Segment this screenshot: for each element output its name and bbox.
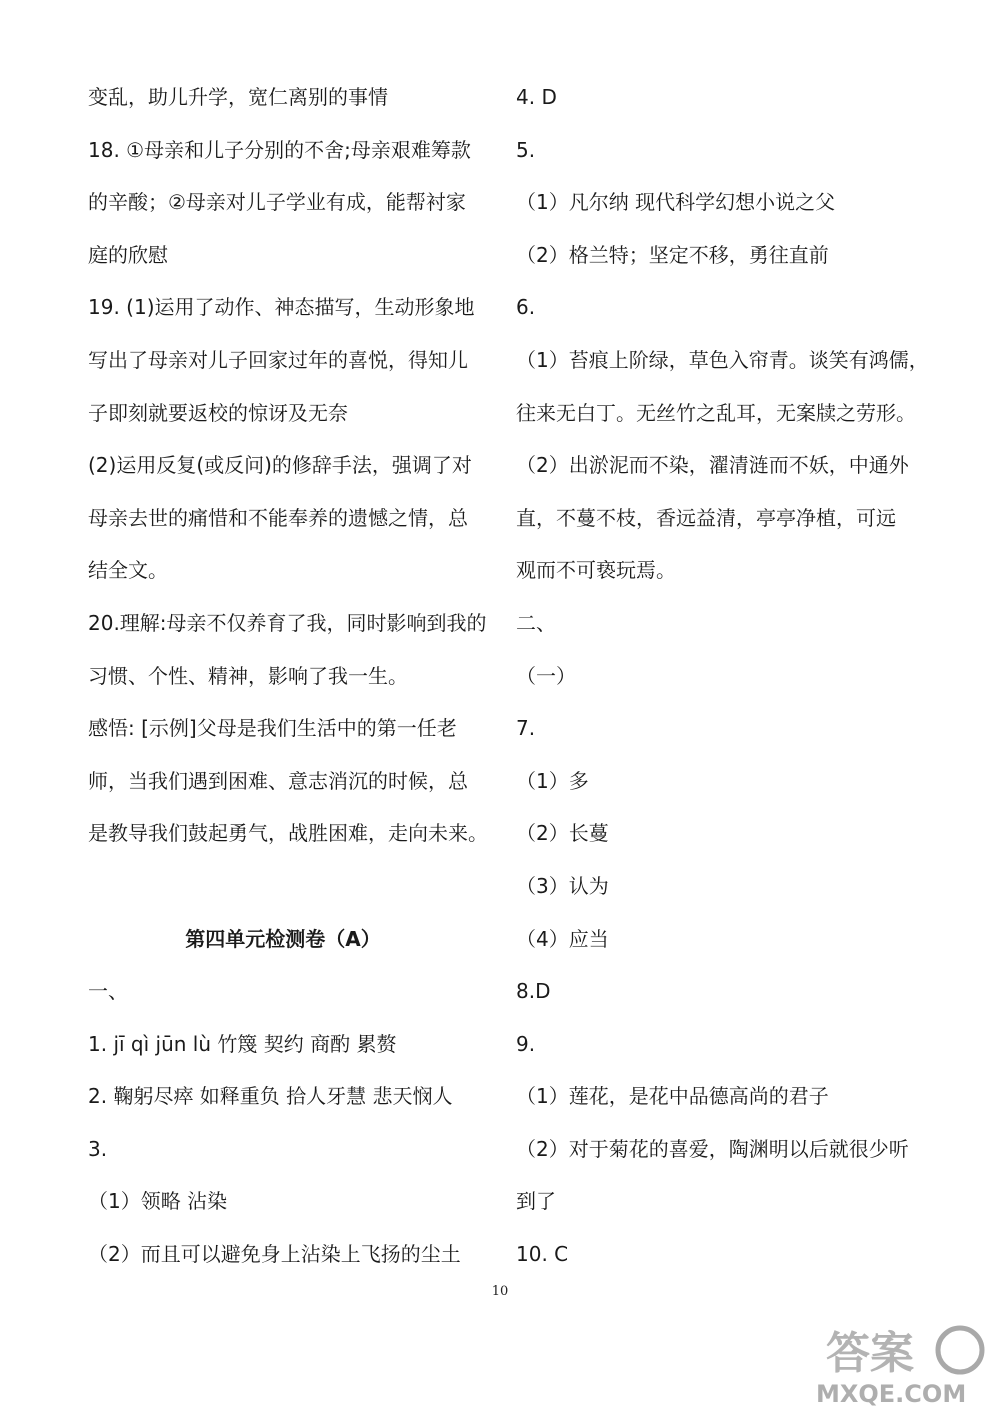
spacer <box>88 860 488 913</box>
answer-line: （3）认为 <box>516 873 609 898</box>
answer-line: （2）格兰特；坚定不移，勇往直前 <box>516 242 829 267</box>
left-column <box>88 71 488 1281</box>
answer-line: （2）对于菊花的喜爱，陶渊明以后就很少听 <box>516 1136 909 1161</box>
answer-line: 观而不可亵玩焉。 <box>516 558 676 583</box>
answer-line: 4. D <box>516 85 557 109</box>
answer-line: 到了 <box>516 1189 556 1214</box>
answer-line: 8.D <box>516 979 551 1004</box>
answer-line: （一） <box>516 663 576 688</box>
answer-line: （1）苔痕上阶绿，草色入帘青。谈笑有鸿儒， <box>516 347 929 372</box>
answer-line: 10. C <box>516 1242 569 1267</box>
answer-line: (2)运用反复(或反问)的修辞手法，强调了对 <box>88 453 472 478</box>
page-number: 10 <box>491 1284 509 1299</box>
answer-line: （2）长蔓 <box>516 821 609 846</box>
answer-line: 5. <box>516 137 536 162</box>
answer-line: 往来无白丁。无丝竹之乱耳，无案牍之劳形。 <box>516 400 916 425</box>
answer-line: （2）而且可以避免身上沾染上飞扬的尘土 <box>88 1242 461 1267</box>
watermark-logo-text: 答案 <box>826 1328 914 1379</box>
answer-line: 感悟: [示例]父母是我们生活中的第一任老 <box>88 716 457 741</box>
answer-line: 子即刻就要返校的惊讶及无奈 <box>88 400 348 425</box>
answer-line: 二、 <box>516 610 556 635</box>
answer-line: （1）领略 沾染 <box>88 1189 228 1214</box>
answer-line: 写出了母亲对儿子回家过年的喜悦，得知儿 <box>88 347 468 372</box>
answer-line: 母亲去世的痛惜和不能奉养的遗憾之情，总 <box>88 505 468 530</box>
right-column <box>516 71 929 1281</box>
answer-line: 7. <box>516 716 536 741</box>
answer-line: （1）多 <box>516 768 589 793</box>
section-heading: 第四单元检测卷（A） <box>185 926 381 951</box>
left-answers-after <box>88 965 488 1281</box>
answer-line: 1. jī qì jūn lù 竹篾 契约 商酌 累赘 <box>88 1031 397 1056</box>
watermark-logo <box>786 1318 996 1410</box>
answer-line: 3. <box>88 1136 108 1161</box>
answer-line: （2）出淤泥而不染，濯清涟而不妖，中通外 <box>516 453 909 478</box>
watermark-badge-icon <box>938 1328 982 1372</box>
answer-line: 9. <box>516 1031 536 1056</box>
answer-line: 6. <box>516 295 536 320</box>
left-answers <box>88 71 488 860</box>
answer-line: 20.理解:母亲不仅养育了我，同时影响到我的 <box>88 610 487 635</box>
answer-line: 师，当我们遇到困难、意志消沉的时候，总 <box>88 768 468 793</box>
answer-line: 是教导我们鼓起勇气，战胜困难，走向未来。 <box>88 821 488 846</box>
answer-line: 习惯、个性、精神，影响了我一生。 <box>88 663 408 688</box>
answer-line: 18. ①母亲和儿子分别的不舍;母亲艰难筹款 <box>88 137 471 162</box>
answer-line: 一、 <box>88 979 128 1004</box>
answer-line: 的辛酸；②母亲对儿子学业有成，能帮衬家 <box>88 190 466 215</box>
answer-line: 2. 鞠躬尽瘁 如释重负 拾人牙慧 悲天悯人 <box>88 1084 453 1109</box>
answer-line: 变乱，助儿升学，宽仁离别的事情 <box>88 85 388 109</box>
answer-line: 19. (1)运用了动作、神态描写，生动形象地 <box>88 295 475 320</box>
answer-line: （4）应当 <box>516 926 609 951</box>
answer-line: 直，不蔓不枝，香远益清，亭亭净植，可远 <box>516 505 896 530</box>
answer-line: （1）凡尔纳 现代科学幻想小说之父 <box>516 190 836 215</box>
answer-line: 庭的欣慰 <box>88 242 168 267</box>
answer-line: （1）莲花，是花中品德高尚的君子 <box>516 1084 829 1109</box>
watermark-site-text: MXQE.COM <box>816 1380 967 1408</box>
answer-line: 结全文。 <box>88 558 168 583</box>
